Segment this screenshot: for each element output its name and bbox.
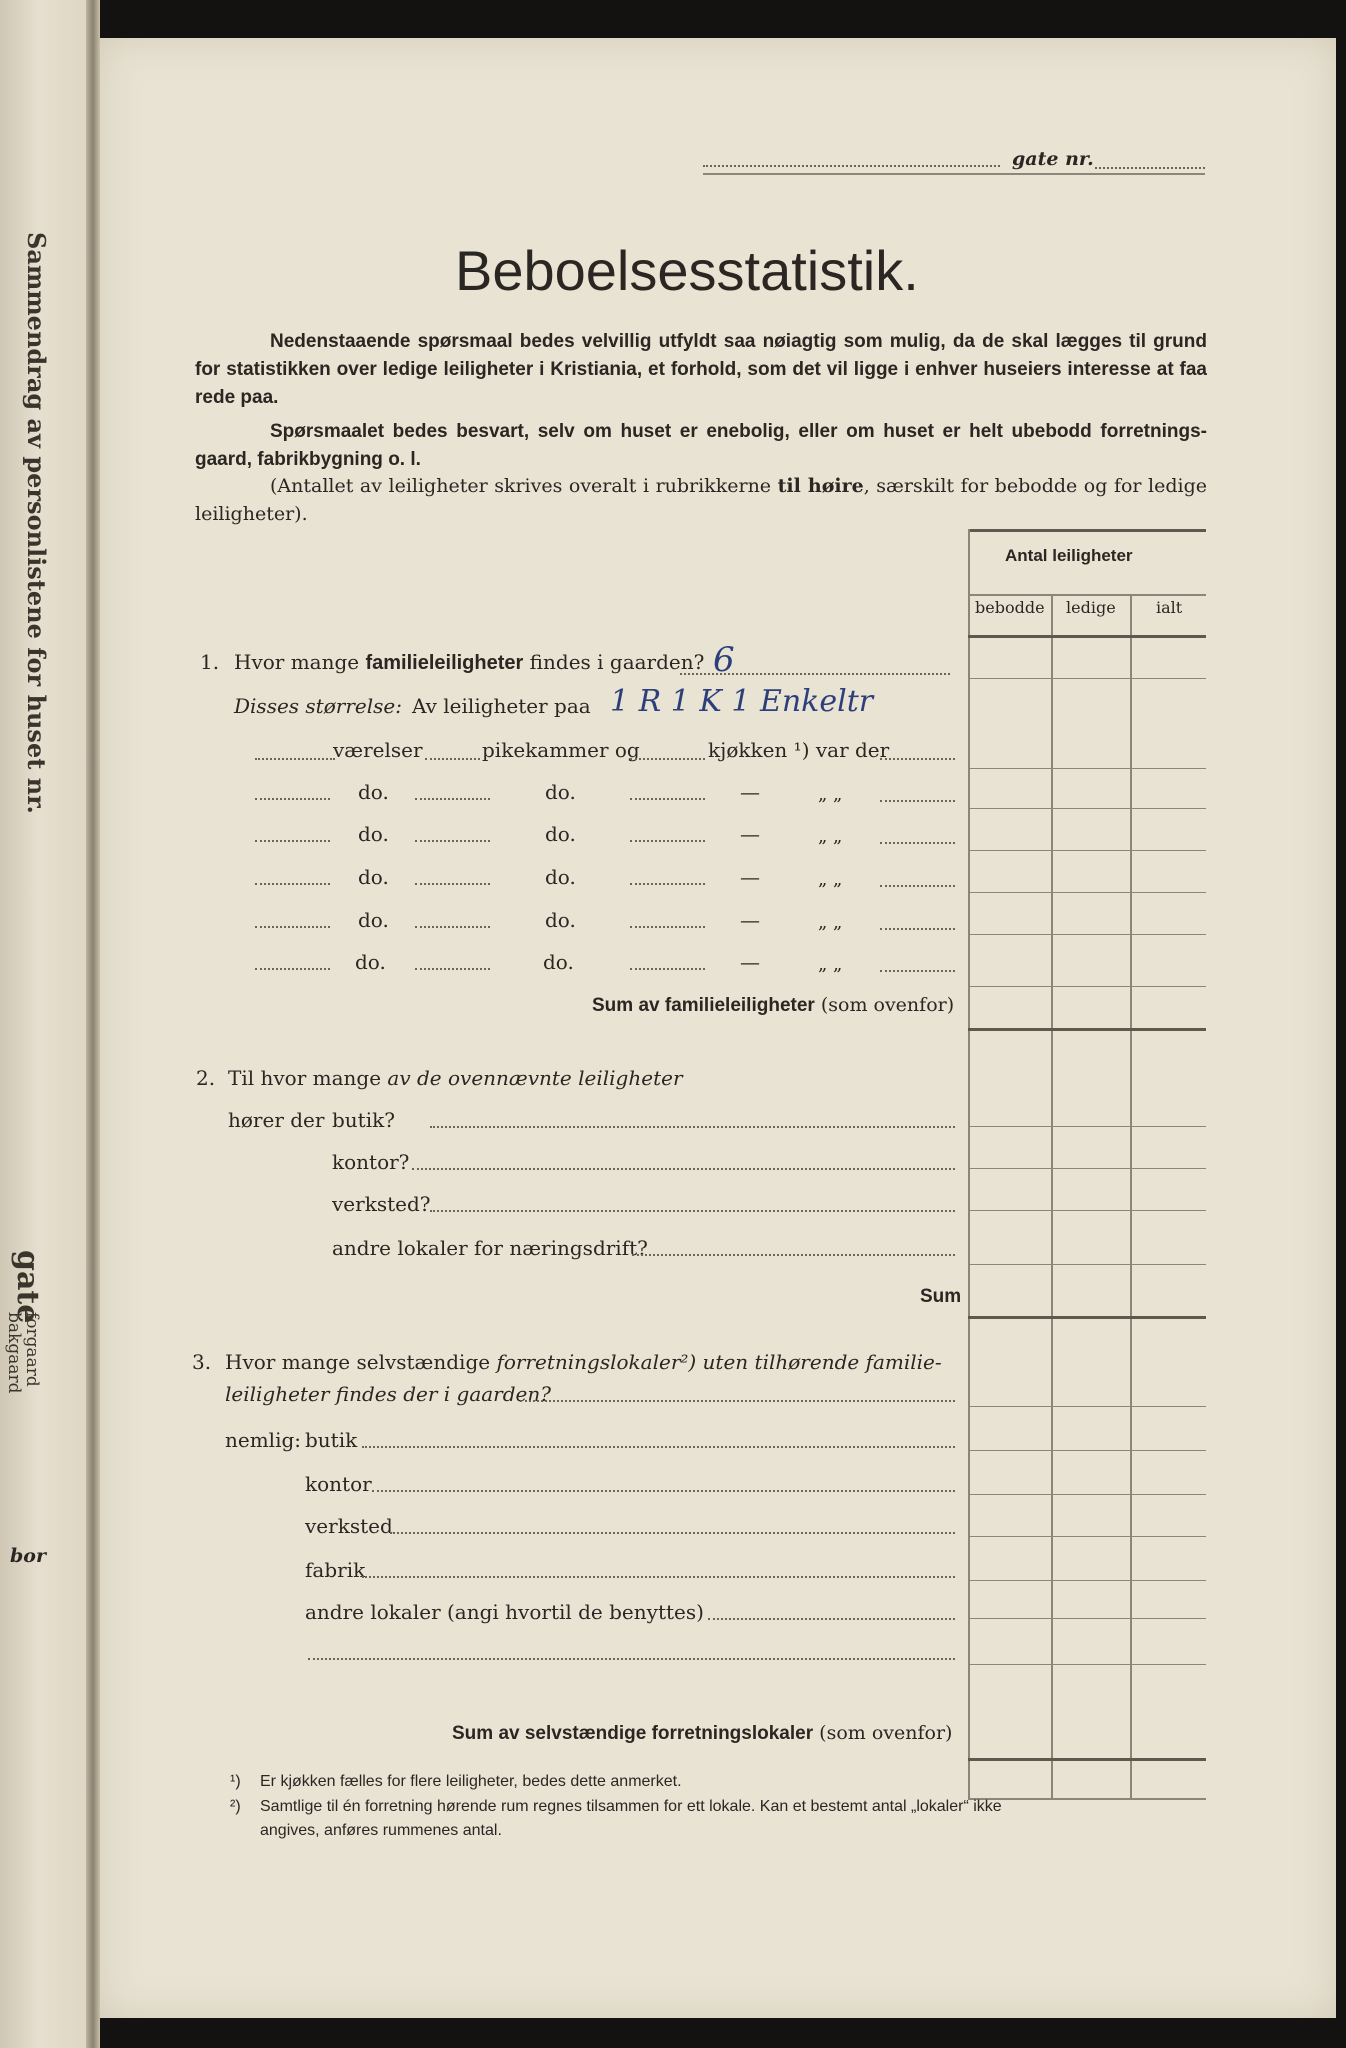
row-line xyxy=(968,1264,1206,1265)
row-line xyxy=(968,986,1206,987)
do-field[interactable] xyxy=(630,840,705,842)
row-line xyxy=(968,1536,1206,1537)
row-leader xyxy=(880,928,955,930)
do-field[interactable] xyxy=(255,883,330,885)
page-title: Beboelsesstatistik. xyxy=(455,239,919,302)
do-field[interactable] xyxy=(630,798,705,800)
do-field[interactable] xyxy=(255,798,330,800)
q2-item-butik: butik? xyxy=(332,1108,395,1132)
row-line xyxy=(968,1618,1206,1619)
row-line xyxy=(968,808,1206,809)
section-1-sum-rule xyxy=(968,1028,1206,1031)
do-field[interactable] xyxy=(415,926,490,928)
header-rule xyxy=(703,173,1205,175)
do-label: do. xyxy=(358,780,389,804)
kjokken-field[interactable] xyxy=(630,758,705,760)
vaerelser-field[interactable] xyxy=(255,758,335,760)
q3-text-cont: leiligheter findes der i gaarden? xyxy=(225,1382,551,1406)
q3-text: Hvor mange selvstændige forretningslokaler²) uten tilhørende familie- xyxy=(225,1350,942,1374)
q3-number: 3. xyxy=(192,1350,212,1374)
do-field[interactable] xyxy=(415,840,490,842)
do-label: do. xyxy=(545,908,576,932)
row-leader xyxy=(880,842,955,844)
footnote-2-mark: ²) xyxy=(230,1798,241,1815)
table-top-rule xyxy=(968,529,1206,532)
q1-sizes-text: Av leiligheter paa xyxy=(412,694,591,718)
ditto-marks: „ „ xyxy=(818,826,843,847)
do-label: do. xyxy=(355,950,386,974)
row-leader xyxy=(412,1168,955,1170)
row-leader xyxy=(708,1618,955,1620)
row-leader xyxy=(390,1532,955,1534)
ditto-marks: „ „ xyxy=(818,954,843,975)
q1-number: 1. xyxy=(200,650,220,674)
row-line xyxy=(968,1494,1206,1495)
q3-nemlig-label: nemlig: xyxy=(225,1428,302,1452)
form-page xyxy=(100,38,1336,2018)
q2-item-andre: andre lokaler for næringsdrift? xyxy=(332,1236,648,1260)
do-field[interactable] xyxy=(630,883,705,885)
row-leader xyxy=(362,1576,955,1578)
row-line xyxy=(968,1580,1206,1581)
intro-paragraph-2: Spørsmaalet bedes besvart, selv om huset er enebolig, eller om huset er helt ubebodd forretnings- gaard, fabrikbygning o. l. xyxy=(195,421,1207,470)
row-leader xyxy=(430,1210,955,1212)
row-line xyxy=(968,1450,1206,1451)
table-header-divider xyxy=(968,594,1206,596)
q2-text: Til hvor mange av de ovennævnte leiligheter xyxy=(228,1066,683,1090)
book-spine xyxy=(86,0,100,2048)
margin-gate: gate xyxy=(10,1250,45,1324)
row-line xyxy=(968,1168,1206,1169)
do-label: do. xyxy=(545,822,576,846)
row-leader xyxy=(362,1446,955,1448)
margin-bor: bor xyxy=(10,1545,46,1567)
q1-text: Hvor mange familieleiligheter findes i gaarden? xyxy=(234,650,705,674)
margin-vertical-title: Sammendrag av personlistene for huset nr. xyxy=(22,232,51,814)
q2-item-verksted: verksted? xyxy=(332,1192,431,1216)
q3-item-kontor: kontor xyxy=(305,1472,372,1496)
dash: — xyxy=(740,780,760,804)
row-leader xyxy=(372,1490,955,1492)
do-label: do. xyxy=(543,950,574,974)
row-leader xyxy=(880,885,955,887)
row-line xyxy=(968,1210,1206,1211)
do-field[interactable] xyxy=(255,926,330,928)
footnote-1-mark: ¹) xyxy=(230,1773,241,1790)
q1-sum-label: Sum av familieleiligheter (som ovenfor) xyxy=(592,994,955,1016)
do-label: do. xyxy=(545,780,576,804)
dash: — xyxy=(740,950,760,974)
q3-item-fabrik: fabrik xyxy=(305,1558,366,1582)
col-header-ialt: ialt xyxy=(1156,598,1183,617)
do-field[interactable] xyxy=(415,883,490,885)
pikekammer-label: pikekammer og xyxy=(482,738,640,762)
do-field[interactable] xyxy=(415,968,490,970)
row-line xyxy=(968,768,1206,769)
do-field[interactable] xyxy=(630,968,705,970)
dash: — xyxy=(740,908,760,932)
table-title: Antal leiligheter xyxy=(1005,546,1133,565)
q2-item-kontor: kontor? xyxy=(332,1150,410,1174)
do-field[interactable] xyxy=(630,926,705,928)
row-line xyxy=(968,1406,1206,1407)
intro-paragraph-1: Nedenstaaende spørsmaal bedes velvillig utfyldt saa nøiagtig som mulig, da de skal lægges til grund for statistikken over ledige leiligheter i Kristiania, et forhold, som det vil ligge i enhver huseiers interesse at faa rede paa. xyxy=(195,331,1207,408)
q3-item-andre: andre lokaler (angi hvortil de benyttes) xyxy=(305,1600,704,1624)
q1-sizes-label: Disses størrelse: xyxy=(234,694,402,718)
section-3-sum-rule xyxy=(968,1758,1206,1761)
vaerelser-label: værelser xyxy=(333,738,423,762)
section-2-sum-rule xyxy=(968,1316,1206,1319)
dash: — xyxy=(740,822,760,846)
col-header-bebodde: bebodde xyxy=(975,598,1045,617)
ditto-marks: „ „ xyxy=(818,784,843,805)
ditto-marks: „ „ xyxy=(818,869,843,890)
pikekammer-field[interactable] xyxy=(425,758,480,760)
margin-bakgaard: bakgaard xyxy=(4,1312,24,1394)
row-leader xyxy=(880,970,955,972)
q3-item-butik: butik xyxy=(305,1428,358,1452)
dash: — xyxy=(740,865,760,889)
do-label: do. xyxy=(358,822,389,846)
footnote-2: Samtlige til én forretning hørende rum regnes tilsammen for ett lokale. Kan et bestemt antal „lokaler“ ikke xyxy=(260,1798,1002,1815)
intro-paragraph-3: (Antallet av leiligheter skrives overalt i rubrikkerne til høire, særskilt for bebodde og for ledige leiligheter). xyxy=(195,475,1207,525)
do-label: do. xyxy=(545,865,576,889)
row-line xyxy=(968,850,1206,851)
row-line xyxy=(968,892,1206,893)
do-label: do. xyxy=(358,865,389,889)
footnote-2-cont: angives, anføres rummenes antal. xyxy=(260,1822,502,1839)
row-leader xyxy=(430,1126,955,1128)
q2-horer-label: hører der xyxy=(228,1108,325,1132)
row-line xyxy=(968,934,1206,935)
do-label: do. xyxy=(358,908,389,932)
do-field[interactable] xyxy=(255,840,330,842)
q3-item-verksted: verksted xyxy=(305,1514,393,1538)
kjokken-label: kjøkken ¹) var der xyxy=(708,738,890,762)
row-line xyxy=(968,1126,1206,1127)
q1-handwritten-answer: 6 xyxy=(713,640,735,680)
row-leader xyxy=(520,1400,955,1402)
gate-nr-label: gate nr. xyxy=(1012,148,1094,170)
q3-sum-label: Sum av selvstændige forretningslokaler (som ovenfor) xyxy=(452,1722,953,1744)
street-name-field[interactable] xyxy=(703,165,1000,167)
table-header-bottom xyxy=(968,635,1206,638)
ditto-marks: „ „ xyxy=(818,912,843,933)
q2-number: 2. xyxy=(196,1066,216,1090)
col-header-ledige: ledige xyxy=(1066,598,1116,617)
do-field[interactable] xyxy=(415,798,490,800)
row-line xyxy=(968,678,1206,679)
table-left-border xyxy=(968,529,970,1799)
previous-page-edge xyxy=(0,0,96,2048)
row-leader xyxy=(632,1254,955,1256)
margin-forgaard: forgaard xyxy=(22,1312,42,1387)
row-leader xyxy=(880,758,955,760)
table-bottom-rule xyxy=(968,1798,1206,1800)
q2-sum-label: Sum xyxy=(920,1286,962,1307)
q3-andre-specify-field[interactable] xyxy=(308,1658,955,1660)
footnote-1: Er kjøkken fælles for flere leiligheter, bedes dette anmerket. xyxy=(260,1773,682,1790)
house-number-field[interactable] xyxy=(1095,167,1205,169)
q1-sizes-handwritten: 1 R 1 K 1 Enkeltr xyxy=(610,684,874,719)
row-leader xyxy=(880,800,955,802)
row-line xyxy=(968,1664,1206,1665)
do-field[interactable] xyxy=(255,968,330,970)
